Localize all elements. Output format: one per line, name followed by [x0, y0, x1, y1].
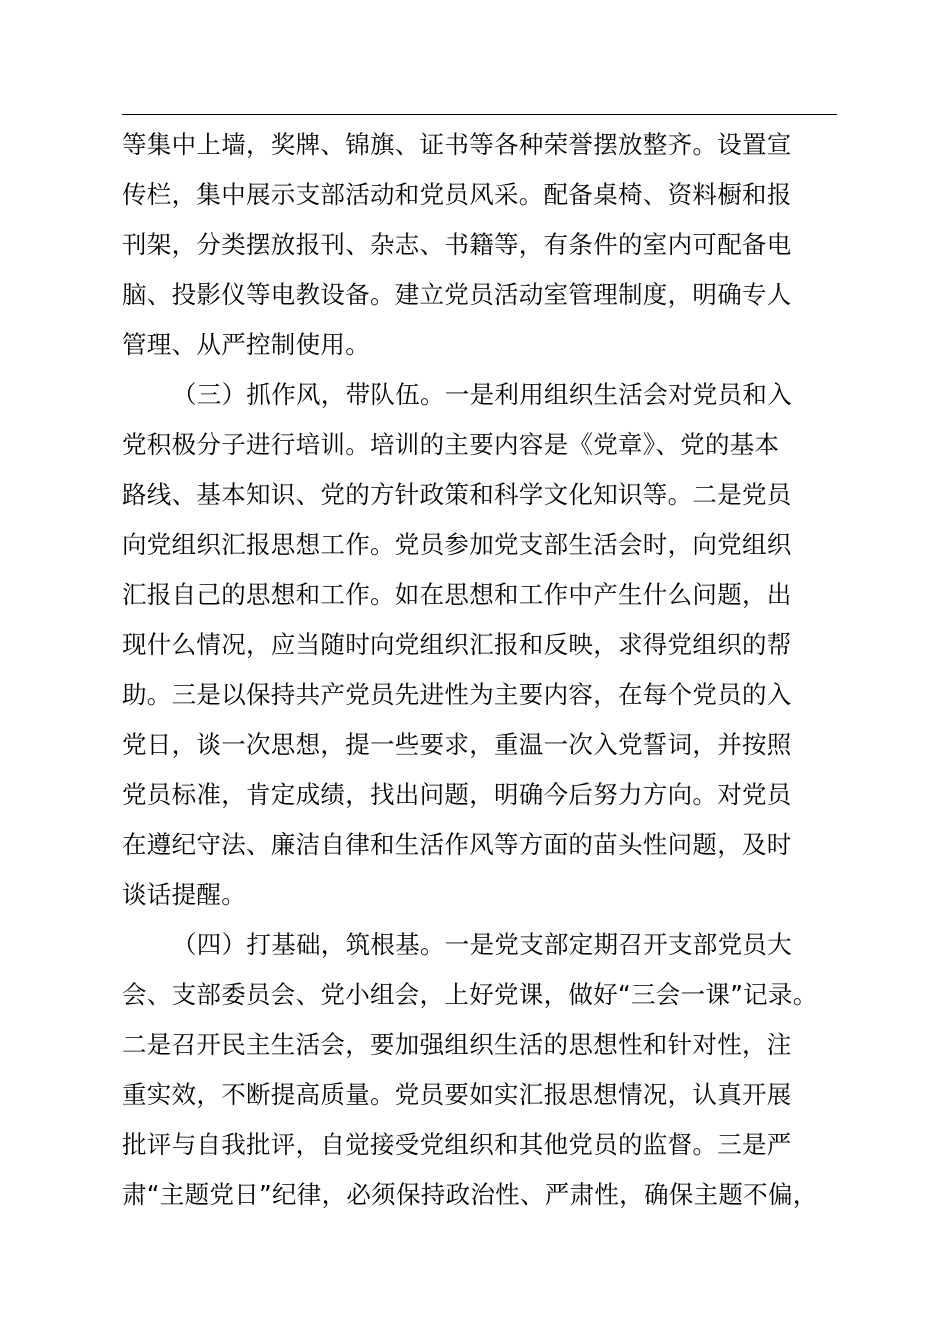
- text-line: 重实效，不断提高质量。党员要如实汇报思想情况，认真开展: [122, 1080, 792, 1109]
- text-line: 助。三是以保持共产党员先进性为主要内容，在每个党员的入: [122, 680, 792, 709]
- text-line: 汇报自己的思想和工作。如在思想和工作中产生什么问题，出: [122, 580, 792, 609]
- text-line: 二是召开民主生活会，要加强组织生活的思想性和针对性，注: [122, 1030, 792, 1059]
- text-line: 党日，谈一次思想，提一些要求，重温一次入党誓词，并按照: [122, 730, 792, 759]
- text-line: 刊架，分类摆放报刊、杂志、书籍等，有条件的室内可配备电: [122, 230, 792, 259]
- text-line: 管理、从严控制使用。: [122, 330, 370, 359]
- paragraph-heading-3: （三）抓作风，带队伍。一是利用组织生活会对党员和入: [172, 380, 792, 409]
- text-line: 等集中上墙，奖牌、锦旗、证书等各种荣誉摆放整齐。设置宣: [122, 130, 792, 159]
- text-line: 现什么情况，应当随时向党组织汇报和反映，求得党组织的帮: [122, 630, 792, 659]
- text-line: 批评与自我批评，自觉接受党组织和其他党员的监督。三是严: [122, 1130, 792, 1159]
- text-line: 党员标准，肯定成绩，找出问题，明确今后努力方向。对党员: [122, 780, 792, 809]
- text-line: 脑、投影仪等电教设备。建立党员活动室管理制度，明确专人: [122, 280, 792, 309]
- text-line: 路线、基本知识、党的方针政策和科学文化知识等。二是党员: [122, 480, 792, 509]
- header-rule: [122, 114, 837, 115]
- text-line: 会、支部委员会、党小组会，上好党课，做好“三会一课”记录。: [122, 980, 818, 1009]
- paragraph-heading-4: （四）打基础，筑根基。一是党支部定期召开支部党员大: [172, 930, 792, 959]
- text-line: 在遵纪守法、廉洁自律和生活作风等方面的苗头性问题，及时: [122, 830, 792, 859]
- text-line: 谈话提醒。: [122, 880, 246, 909]
- text-line: 向党组织汇报思想工作。党员参加党支部生活会时，向党组织: [122, 530, 792, 559]
- text-line: 传栏，集中展示支部活动和党员风采。配备桌椅、资料橱和报: [122, 180, 792, 209]
- text-line: 肃“主题党日”纪律，必须保持政治性、严肃性，确保主题不偏，: [122, 1180, 818, 1209]
- text-line: 党积极分子进行培训。培训的主要内容是《党章》、党的基本: [122, 430, 780, 459]
